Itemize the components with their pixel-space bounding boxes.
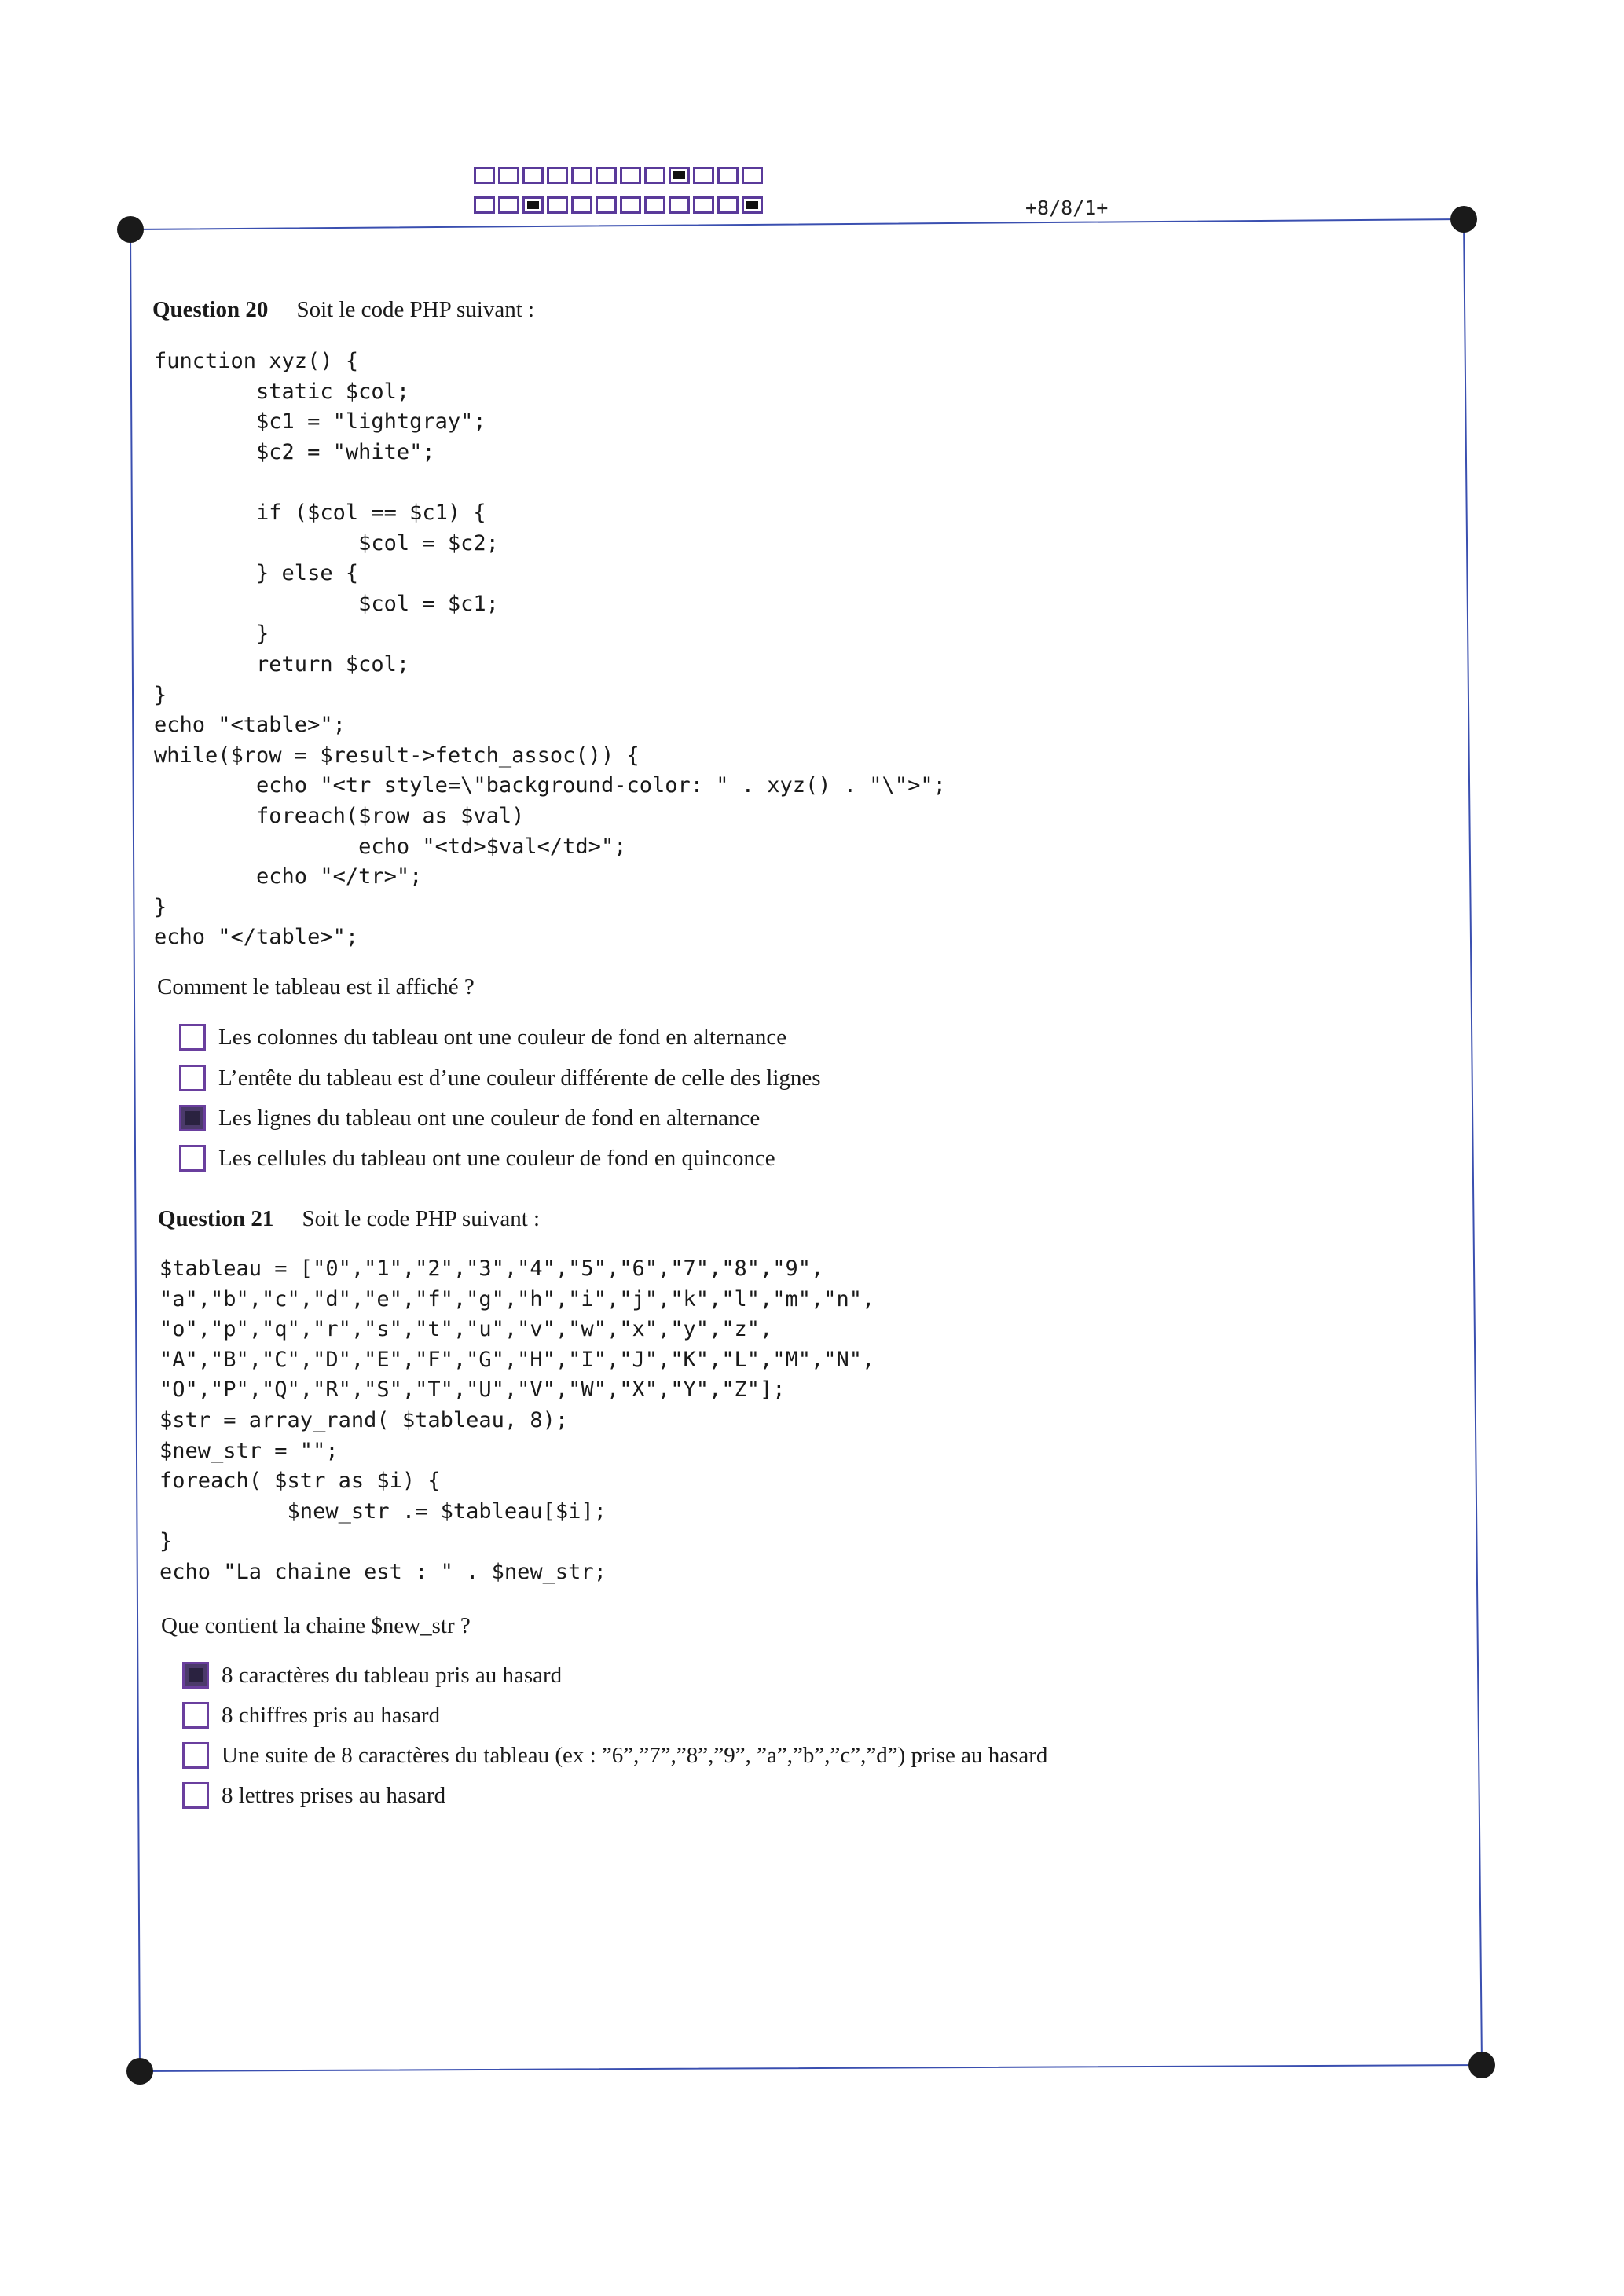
option-label: Une suite de 8 caractères du tableau (ex : ”6”,”7”,”8”,”9”, ”a”,”b”,”c”,”d”) prise au hasard	[222, 1742, 1048, 1768]
option-label: 8 chiffres pris au hasard	[222, 1702, 441, 1728]
question-21-code: $tableau = ["0","1","2","3","4","5","6","7","8","9", "a","b","c","d","e","f","g","h","i","j","k","l","m","n", "o","p","q","r","s","t","u","v","w","x","y","z", "A","B","C","D","E","F","G","H","I","J","K","L","M","N", "O","P","Q","R","S","T","U","V","W","X","Y","Z"]; $str = array_rand( $tableau, 8); $new_str = ""; foreach( $str as $i) { $new_str .= $tableau[$i]; } echo "La chaine est : " . $new_str;	[159, 1256, 875, 1584]
checkbox[interactable]	[179, 1024, 206, 1051]
option-label: Les lignes du tableau ont une couleur de fond en alternance	[218, 1105, 761, 1131]
corner-marker-top-right	[1450, 206, 1477, 233]
checkbox-checked[interactable]	[179, 1105, 206, 1131]
q20-option-1[interactable]	[179, 1024, 786, 1051]
q21-option-1[interactable]	[182, 1662, 562, 1689]
question-number: Question 21	[158, 1206, 274, 1231]
page-id: +8/8/1+	[1025, 196, 1109, 219]
corner-marker-bottom-right	[1468, 2052, 1495, 2078]
question-20-prompt: Comment le tableau est il affiché ?	[157, 974, 475, 999]
question-21-heading	[158, 1206, 540, 1232]
q20-option-2[interactable]	[179, 1065, 821, 1091]
option-label: Les cellules du tableau ont une couleur de fond en quinconce	[218, 1145, 775, 1171]
q20-option-4[interactable]	[179, 1145, 775, 1172]
checkbox[interactable]	[182, 1782, 209, 1809]
option-label: 8 lettres prises au hasard	[222, 1782, 446, 1808]
checkbox[interactable]	[179, 1145, 206, 1172]
option-label: 8 caractères du tableau pris au hasard	[222, 1662, 563, 1688]
q21-option-2[interactable]	[182, 1702, 440, 1729]
q21-option-3[interactable]	[182, 1742, 1047, 1769]
checkbox[interactable]	[182, 1702, 209, 1729]
question-intro: Soit le code PHP suivant :	[302, 1206, 541, 1231]
corner-marker-top-left	[117, 216, 144, 243]
question-20-code: function xyz() { static $col; $c1 = "lightgray"; $c2 = "white"; if ($col == $c1) { $col = $c2; } else { $col = $c1; } return $col; } echo "<table>"; while($row = $result->fetch_assoc()) { echo "<tr style=\"background-color: " . xyz() . "\">"; foreach($row as $val) echo "<td>$val</td>"; echo "</tr>"; } echo "</table>";	[154, 349, 946, 950]
option-label: L’entête du tableau est d’une couleur différente de celle des lignes	[218, 1065, 821, 1091]
question-21-prompt: Que contient la chaine $new_str ?	[161, 1613, 471, 1638]
q21-option-4[interactable]	[182, 1782, 445, 1809]
option-label: Les colonnes du tableau ont une couleur de fond en alternance	[218, 1024, 787, 1050]
question-number: Question 20	[152, 297, 269, 322]
checkbox-checked[interactable]	[182, 1662, 209, 1689]
question-intro: Soit le code PHP suivant :	[296, 297, 535, 322]
q20-option-3[interactable]	[179, 1105, 760, 1131]
question-20-heading	[152, 297, 534, 323]
checkbox[interactable]	[179, 1065, 206, 1091]
checkbox[interactable]	[182, 1742, 209, 1769]
corner-marker-bottom-left	[126, 2058, 153, 2085]
